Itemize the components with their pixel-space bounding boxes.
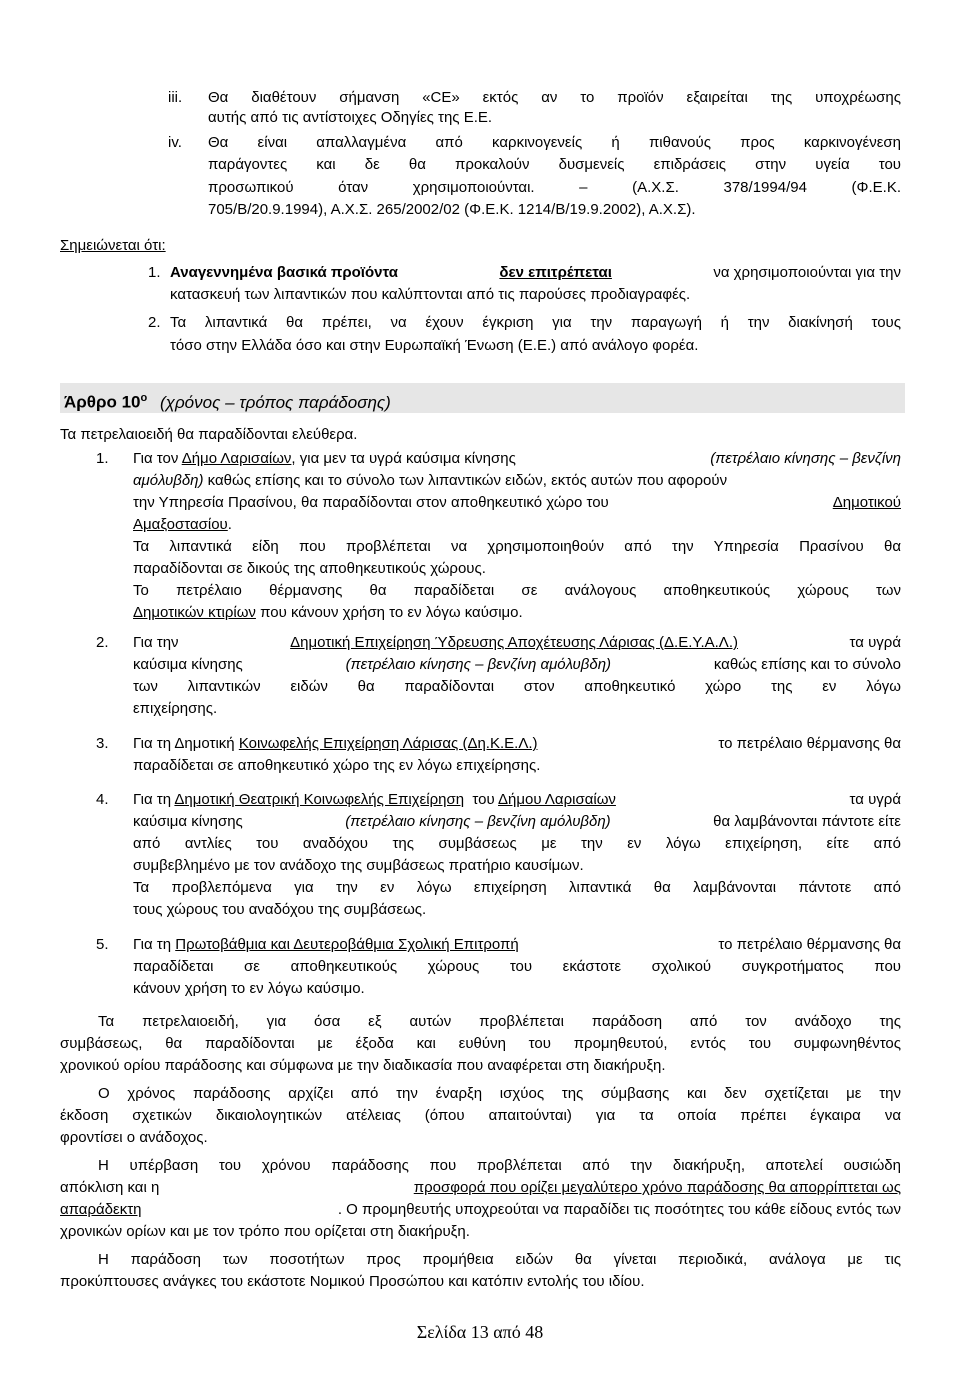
item-5-school-committee: Πρωτοβάθμια και Δευτεροβάθμια Σχολική Επιτροπή	[175, 936, 519, 953]
item-marker-4: 4.	[96, 791, 109, 808]
item-3-line-2: παραδίδεται σε αποθηκευτικό χώρο της εν λόγω επιχείρησης.	[133, 757, 541, 774]
item-1-text-2: , για μεν τα υγρά καύσιμα κίνησης	[291, 450, 516, 467]
item-1-line-2	[133, 471, 727, 491]
item-3-text: Για τη Δημοτική	[133, 735, 239, 752]
note-marker-1: 1.	[148, 264, 161, 281]
item-1-text-3: καθώς επίσης και το σύνολο των λιπαντικών ειδών, εκτός αυτών που αφορούν	[203, 472, 728, 489]
para-2-line-2: έκδοση σχετικών δικαιολογητικών ατέλειας (όπου απαιτούνται) για τα οποία πρέπει έγκαιρα να	[60, 1107, 901, 1124]
item-2-text: Για την	[133, 634, 179, 651]
item-1-text-4: την Υπηρεσία Πρασίνου, θα παραδίδονται στον αποθηκευτικό χώρο του	[133, 494, 609, 511]
para-1-line-1: Τα πετρελαιοειδή, για όσα εξ αυτών προβλέπεται παράδοση από τον ανάδοχο της	[98, 1013, 901, 1030]
item-1-text: Για τον	[133, 450, 182, 467]
article-title: Άρθρο 10	[64, 392, 141, 412]
item-3-text-2: το πετρέλαιο θέρμανσης θα	[718, 735, 901, 752]
note-1-line-2: κατασκευή των λιπαντικών που καλύπτονται από τις παρούσες προδιαγραφές.	[170, 286, 691, 303]
note-1-line-1	[170, 263, 901, 283]
note-1-not-allowed: δεν επιτρέπεται	[499, 264, 612, 281]
item-4-text-5: θα λαμβάνονται πάντοτε είτε	[713, 813, 901, 830]
article-heading	[64, 386, 391, 415]
item-1-line-3	[133, 493, 901, 513]
item-4-para-2-line-1: Τα προβλεπόμενα για την εν λόγω επιχείρηση λιπαντικά θα λαμβάνονται πάντοτε από	[133, 879, 901, 896]
list-item-iv-line-2: παράγοντες και δε θα προκαλούν δυσμενείς επιδράσεις στην υγεία του	[208, 156, 901, 173]
item-4-line-3: από αντλίες του αναδόχου της συμβάσεως με την εν λόγω επιχείρηση, είτε από	[133, 835, 901, 852]
note-marker-2: 2.	[148, 314, 161, 331]
item-2-line-1	[133, 633, 901, 653]
item-marker-2: 2.	[96, 634, 109, 651]
item-4-line-4: συμβεβλημένο με τον ανάδοχο της συμβάσεως πρατήριο καυσίμων.	[133, 857, 584, 874]
item-1-text-6: που κάνουν χρήση το εν λόγω καύσιμο.	[255, 604, 523, 621]
item-4-fuel-italic: (πετρέλαιο κίνησης – βενζίνη αμόλυβδη)	[345, 813, 611, 830]
item-4-line-2	[133, 812, 901, 832]
para-1-line-3: χρονικού ορίου παράδοσης και σύμφωνα με την διαδικασία που αναφέρεται στη διακήρυξη.	[60, 1057, 666, 1074]
item-5-line-3: κάνουν χρήση το εν λόγω καύσιμο.	[133, 980, 365, 997]
item-2-line-4: επιχείρησης.	[133, 700, 218, 717]
item-5-line-1	[133, 935, 901, 955]
para-3-line-2	[60, 1178, 901, 1198]
item-2-text-2: τα υγρά	[849, 634, 901, 651]
item-2-fuel-italic: (πετρέλαιο κίνησης – βενζίνη αμόλυβδη)	[345, 656, 612, 673]
item-4-municipality: Δήμου Λαρισαίων	[498, 791, 616, 808]
item-2-text-4: καθώς επίσης και το σύνολο	[713, 656, 901, 673]
para-2-line-3: φροντίσει ο ανάδοχος.	[60, 1129, 208, 1146]
article-title-sup: ο	[140, 392, 148, 404]
item-4-text-3: τα υγρά	[849, 791, 901, 808]
item-2-line-3: των λιπαντικών ειδών θα παραδίδονται στον αποθηκευτικό χώρο της εν λόγω	[133, 678, 901, 695]
page-number: Σελίδα 13 από 48	[416, 1322, 544, 1342]
note-1-bold-text: Αναγεννημένα βασικά προϊόντα	[170, 264, 398, 281]
item-1-municipality: Δήμο Λαρισαίων	[181, 450, 292, 467]
item-5-text: Για τη	[133, 936, 176, 953]
para-3-text-2: . Ο προμηθευτής υποχρεούται να παραδίδει τις ποσότητες του κάθε είδους εντός των	[337, 1201, 901, 1218]
item-4-text-2: του	[464, 791, 498, 808]
note-1-rest: να χρησιμοποιούνται για την	[713, 264, 901, 281]
para-4-line-2: προκύπτουσες ανάγκες του εκάστοτε Νομικού Προσώπου και κατόπιν εντολής του ιδίου.	[60, 1273, 645, 1290]
item-1-para-3-line-1: Το πετρέλαιο θέρμανσης θα παραδίδεται σε ανάλογους αποθηκευτικούς χώρους των	[133, 582, 901, 599]
item-1-fuel-italic-2: αμόλυβδη)	[133, 472, 204, 489]
item-2-deyal: Δημοτική Επιχείρηση Ύδρευσης Αποχέτευσης Λάρισας (Δ.Ε.Υ.Α.Λ.)	[290, 634, 738, 651]
article-intro: Τα πετρελαιοειδή θα παραδίδονται ελεύθερα.	[60, 426, 358, 443]
item-4-para-2-line-2: τους χώρους του αναδόχου της συμβάσεως.	[133, 901, 427, 918]
para-3-line-4: χρονικών ορίων και με τον τρόπο που ορίζεται στη διακήρυξη.	[60, 1223, 470, 1240]
list-item-iv-line-3: προσωπικού όταν χρησιμοποιούνται. – (Α.Χ.Σ. 378/1994/94 (Φ.Ε.Κ.	[208, 179, 901, 196]
para-2-line-1: Ο χρόνος παράδοσης αρχίζει από την έναρξη ισχύος της σύμβασης και δεν σχετίζεται με την	[98, 1085, 901, 1102]
item-3-dikel: Κοινωφελής Επιχείρηση Λάρισας (Δη.Κ.Ε.Λ.)	[238, 735, 538, 752]
item-marker-1: 1.	[96, 450, 109, 467]
item-5-line-2: παραδίδεται σε αποθηκευτικούς χώρους του εκάστοτε σχολικού συγκροτήματος που	[133, 958, 901, 975]
item-1-line-1	[133, 449, 901, 469]
para-3-inadmissible: απαράδεκτη	[60, 1201, 142, 1218]
note-2-line-1: Τα λιπαντικά θα πρέπει, να έχουν έγκριση για την παραγωγή ή την διακίνησή τους	[170, 314, 901, 331]
item-1-line-4	[133, 515, 232, 535]
item-4-line-1	[133, 790, 901, 810]
item-4-theatre: Δημοτική Θεατρική Κοινωφελής Επιχείρηση	[174, 791, 465, 808]
item-1-text-5: .	[227, 516, 232, 533]
para-3-line-1: Η υπέρβαση του χρόνου παράδοσης που προβλέπεται από την διακήρυξη, αποτελεί ουσιώδη	[98, 1157, 901, 1174]
para-1-line-2: συμβάσεως, θα παραδίδονται με έξοδα και ευθύνη του προμηθευτού, εντός του συμφωνηθέντος	[60, 1035, 901, 1052]
item-marker-5: 5.	[96, 936, 109, 953]
list-item-iv-line-4: 705/Β/20.9.1994), Α.Χ.Σ. 265/2002/02 (Φ.Ε.Κ. 1214/Β/19.9.2002), Α.Χ.Σ).	[208, 201, 696, 218]
list-item-iii-line-2: αυτής από τις αντίστοιχες Οδηγίες της Ε.Ε.	[208, 109, 493, 126]
item-1-depot-2: Αμαξοστασίου	[133, 516, 228, 533]
article-subtitle: (χρόνος – τρόπος παράδοσης)	[160, 392, 391, 412]
para-4-line-1: Η παράδοση των ποσοτήτων προς προμήθεια ειδών θα γίνεται περιοδικά, ανάλογα με τις	[98, 1251, 901, 1268]
item-2-text-3: καύσιμα κίνησης	[133, 656, 243, 673]
list-marker-iii: iii.	[168, 89, 183, 106]
note-2-line-2: τόσο στην Ελλάδα όσο και στην Ευρωπαϊκή Ένωση (Ε.Ε.) από ανάλογο φορέα.	[170, 337, 699, 354]
para-3-text: απόκλιση και η	[60, 1179, 160, 1196]
item-5-text-2: το πετρέλαιο θέρμανσης θα	[718, 936, 901, 953]
item-3-line-1	[133, 734, 901, 754]
item-marker-3: 3.	[96, 735, 109, 752]
item-1-para-3-line-2	[133, 603, 523, 623]
item-1-depot: Δημοτικού	[832, 494, 901, 511]
list-marker-iv: iv.	[168, 134, 182, 151]
item-1-para-2-line-1: Τα λιπαντικά είδη που προβλέπεται να χρησιμοποιηθούν από την Υπηρεσία Πρασίνου θα	[133, 538, 901, 555]
item-4-text: Για τη	[133, 791, 175, 808]
item-2-line-2	[133, 655, 901, 675]
notes-label: Σημειώνεται ότι:	[60, 237, 166, 254]
item-1-fuel-italic: (πετρέλαιο κίνησης – βενζίνη	[710, 450, 901, 467]
item-1-buildings: Δημοτικών κτιρίων	[133, 604, 256, 621]
list-item-iv-line-1: Θα είναι απαλλαγμένα από καρκινογενείς ή πιθανούς προς καρκινογένεση	[208, 134, 901, 151]
para-3-line-3	[60, 1200, 901, 1220]
item-4-text-4: καύσιμα κίνησης	[133, 813, 243, 830]
item-1-para-2-line-2: παραδίδονται σε δικούς της αποθηκευτικούς χώρους.	[133, 560, 486, 577]
list-item-iii-line-1: Θα διαθέτουν σήμανση «CE» εκτός αν το προϊόν εξαιρείται της υποχρέωσης	[208, 89, 901, 106]
para-3-rejection: προσφορά που ορίζει μεγαλύτερο χρόνο παράδοσης θα απορρίπτεται ως	[413, 1179, 901, 1196]
